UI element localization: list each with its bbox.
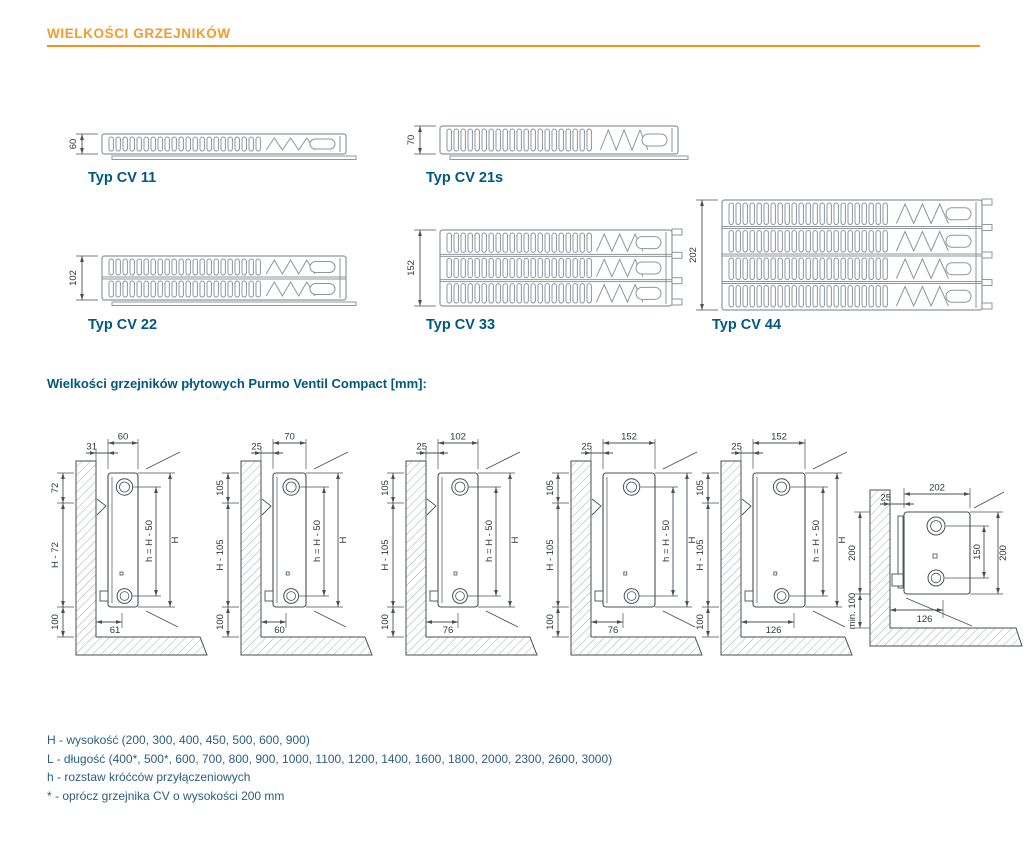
- svg-text:H: H: [170, 536, 181, 544]
- svg-text:H - 105: H - 105: [695, 539, 706, 571]
- footnote-asterisk: * - oprócz grzejnika CV o wysokości 200 mm: [47, 788, 285, 803]
- svg-text:H - 72: H - 72: [50, 542, 61, 568]
- side-view-cv21s: [215, 425, 380, 675]
- svg-text:152: 152: [406, 260, 417, 276]
- svg-text:76: 76: [607, 625, 619, 636]
- side-view-cv44: [695, 425, 860, 675]
- svg-text:60: 60: [117, 431, 129, 443]
- svg-text:150: 150: [972, 544, 983, 560]
- label-typ-cv11: Typ CV 11: [88, 170, 157, 186]
- svg-text:105: 105: [545, 480, 556, 496]
- svg-text:25: 25: [581, 441, 592, 453]
- top-view-cv22-drawing: [66, 250, 362, 317]
- svg-text:61: 61: [109, 625, 121, 636]
- svg-text:h = H - 50: h = H - 50: [811, 520, 822, 562]
- footnote-spacing: h - rozstaw króćców przyłączeniowych: [47, 770, 251, 784]
- svg-text:76: 76: [442, 625, 454, 636]
- label-typ-cv33: Typ CV 33: [426, 317, 496, 333]
- svg-text:h = H - 50: h = H - 50: [484, 520, 495, 562]
- page-title: WIELKOŚCI GRZEJNIKÓW: [47, 26, 231, 41]
- svg-text:126: 126: [916, 614, 933, 625]
- svg-text:152: 152: [621, 431, 637, 443]
- svg-text:H - 105: H - 105: [215, 539, 226, 571]
- svg-text:25: 25: [880, 492, 891, 504]
- svg-text:126: 126: [765, 625, 782, 636]
- svg-text:72: 72: [50, 482, 61, 494]
- svg-text:h = H - 50: h = H - 50: [661, 520, 672, 562]
- svg-text:25: 25: [416, 441, 427, 453]
- svg-text:H - 105: H - 105: [545, 539, 556, 571]
- svg-text:H: H: [687, 536, 698, 544]
- svg-text:70: 70: [406, 134, 417, 146]
- orange-divider: [47, 45, 980, 47]
- top-view-cv11-drawing: [66, 128, 362, 171]
- label-typ-cv22: Typ CV 22: [88, 317, 158, 333]
- top-view-cv44-drawing: [686, 194, 998, 327]
- svg-text:202: 202: [929, 482, 945, 494]
- svg-text:105: 105: [215, 480, 226, 496]
- svg-text:100: 100: [380, 614, 391, 630]
- svg-text:H: H: [510, 536, 521, 544]
- side-view-cv11: [50, 425, 215, 675]
- footnote-height: H - wysokość (200, 300, 400, 450, 500, 600, 900): [47, 733, 310, 747]
- svg-text:31: 31: [86, 441, 97, 453]
- svg-text:25: 25: [731, 441, 742, 453]
- footnote-length: L - długość (400*, 500*, 600, 700, 800, 900, 1000, 1100, 1200, 1400, 1600, 1800, 2000, 2300, 2600, 3000): [47, 751, 613, 766]
- label-typ-cv21s: Typ CV 21s: [426, 170, 504, 186]
- svg-text:200: 200: [848, 545, 858, 561]
- svg-text:105: 105: [695, 480, 706, 496]
- svg-text:60: 60: [68, 138, 79, 150]
- side-view-cv33: [545, 425, 710, 675]
- svg-text:105: 105: [380, 480, 391, 496]
- svg-text:H - 105: H - 105: [380, 539, 391, 571]
- label-typ-cv44: Typ CV 44: [712, 317, 782, 333]
- detail-view-cv44-corner: [848, 478, 1023, 673]
- top-view-cv33-drawing: [404, 224, 688, 323]
- svg-text:102: 102: [450, 431, 466, 443]
- section-heading: Wielkości grzejników płytowych Purmo Ventil Compact [mm]:: [47, 376, 427, 391]
- svg-text:h = H - 50: h = H - 50: [312, 520, 323, 562]
- side-view-cv22: [380, 425, 545, 675]
- svg-text:100: 100: [545, 614, 556, 630]
- svg-text:H: H: [338, 536, 349, 544]
- svg-text:100: 100: [215, 614, 226, 630]
- footnotes: [47, 731, 612, 805]
- svg-text:H: H: [837, 536, 848, 544]
- svg-text:102: 102: [68, 270, 79, 286]
- svg-text:25: 25: [251, 441, 262, 453]
- svg-text:100: 100: [50, 614, 61, 630]
- svg-text:202: 202: [688, 247, 699, 263]
- svg-text:min. 100: min. 100: [848, 592, 858, 630]
- top-view-cv21s-drawing: [404, 120, 694, 171]
- svg-text:152: 152: [771, 431, 787, 443]
- svg-text:h = H - 50: h = H - 50: [144, 520, 155, 562]
- svg-text:70: 70: [284, 431, 295, 443]
- svg-text:100: 100: [695, 614, 706, 630]
- svg-text:200: 200: [998, 545, 1009, 561]
- svg-text:60: 60: [274, 625, 285, 636]
